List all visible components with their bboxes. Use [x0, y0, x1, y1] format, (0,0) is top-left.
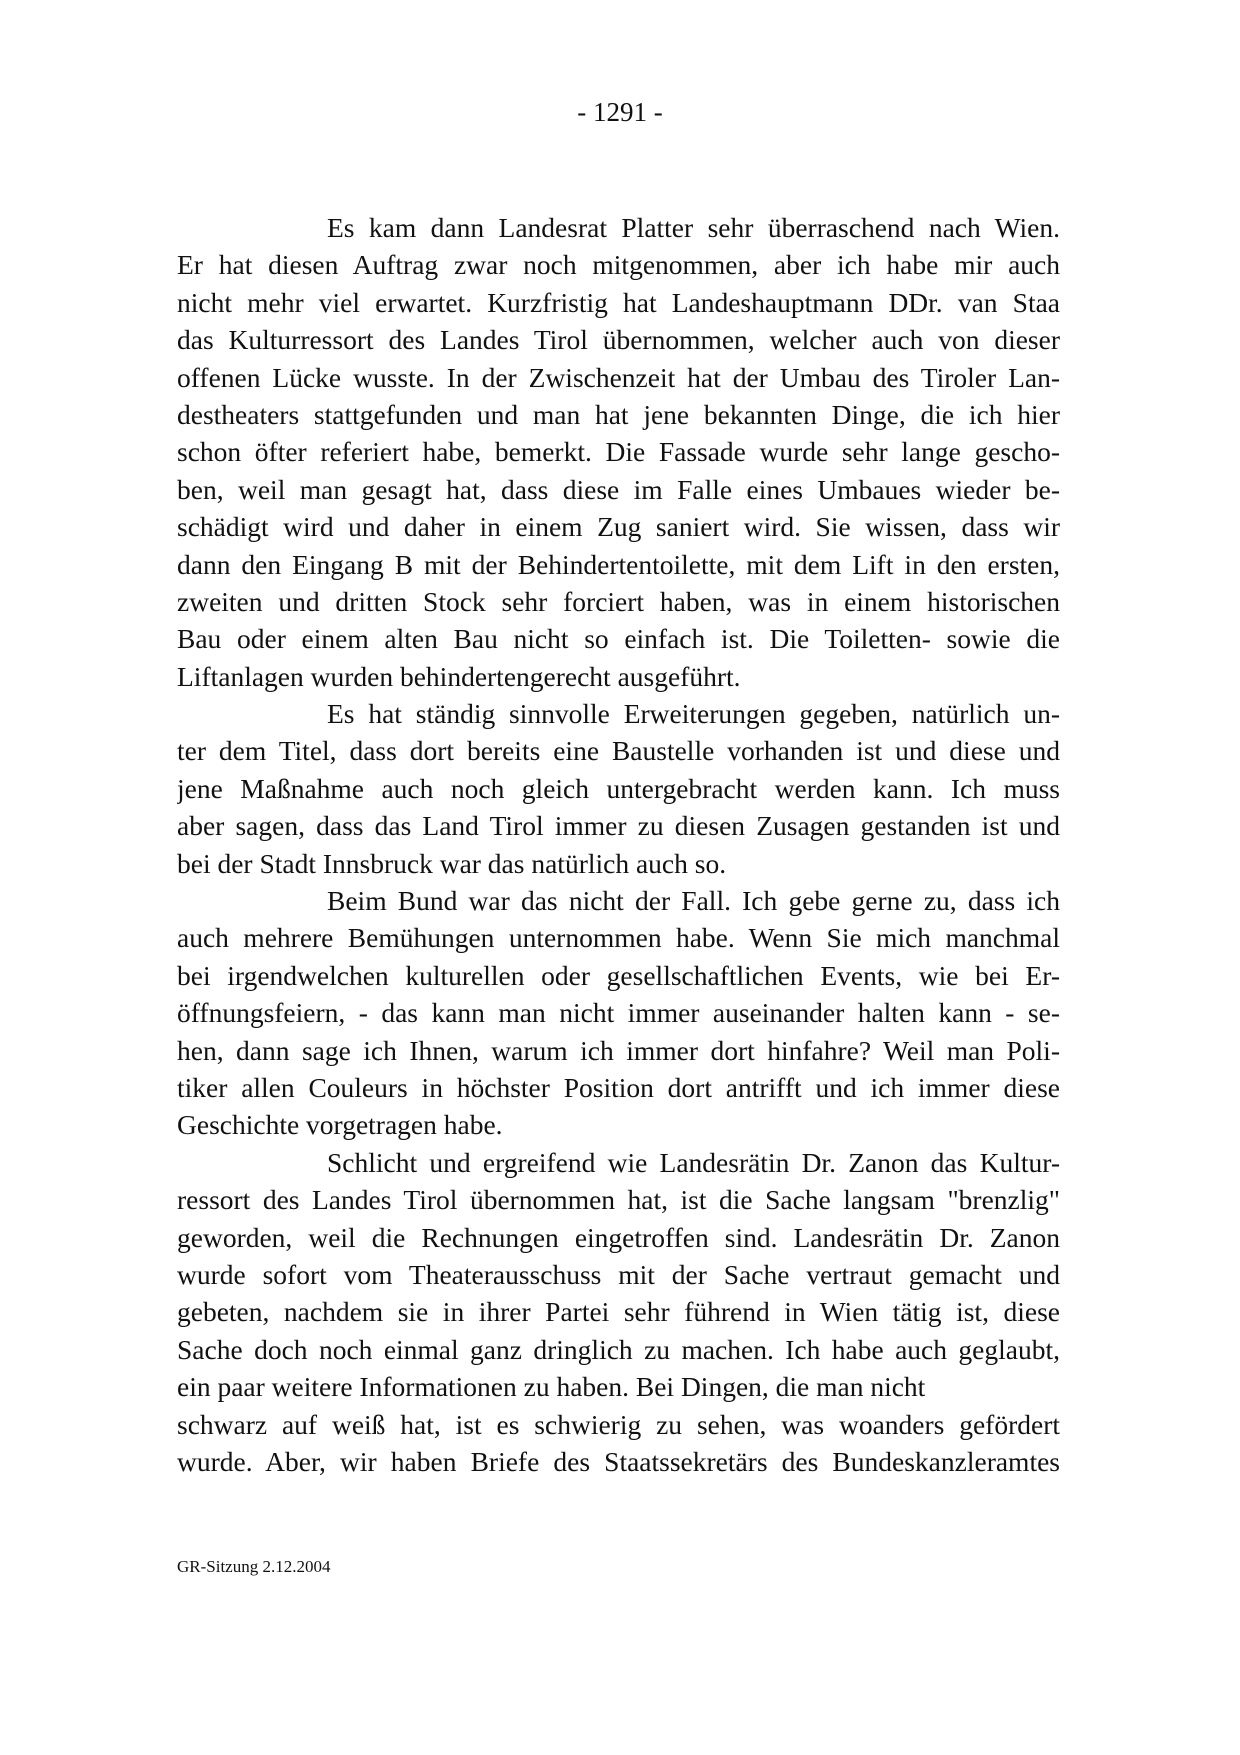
text-line: schon öfter referiert habe, bemerkt. Die Fassade wurde sehr lange gescho-: [177, 436, 1060, 468]
text-line: öffnungsfeiern, - das kann man nicht immer auseinander halten kann - se-: [177, 997, 1060, 1029]
text-line: hen, dann sage ich Ihnen, warum ich immer dort hinfahre? Weil man Poli-: [177, 1034, 1060, 1066]
text-line: schwarz auf weiß hat, ist es schwierig zu sehen, was woanders gefördert: [177, 1408, 1060, 1440]
text-line: nicht mehr viel erwartet. Kurzfristig hat Landeshauptmann DDr. van Staa: [177, 286, 1060, 318]
text-line: Liftanlagen wurden behindertengerecht ausgeführt.: [177, 660, 741, 692]
text-line: Schlicht und ergreifend wie Landesrätin Dr. Zanon das Kultur-: [327, 1146, 1060, 1178]
text-line: tiker allen Couleurs in höchster Position dort antrifft und ich immer diese: [177, 1071, 1060, 1103]
text-line: gebeten, nachdem sie in ihrer Partei sehr führend in Wien tätig ist, diese: [177, 1296, 1060, 1328]
text-line: geworden, weil die Rechnungen eingetroffen sind. Landesrätin Dr. Zanon: [177, 1221, 1060, 1253]
text-line: Es kam dann Landesrat Platter sehr überraschend nach Wien.: [327, 212, 1060, 243]
text-line: ter dem Titel, dass dort bereits eine Baustelle vorhanden ist und diese und: [177, 735, 1060, 767]
text-line: Es hat ständig sinnvolle Erweiterungen gegeben, natürlich un-: [327, 698, 1060, 730]
text-line: Sache doch noch einmal ganz dringlich zu machen. Ich habe auch geglaubt,: [177, 1333, 1060, 1365]
text-line: ressort des Landes Tirol übernommen hat, ist die Sache langsam "brenzlig": [177, 1184, 1060, 1216]
text-line: bei der Stadt Innsbruck war das natürlich auch so.: [177, 847, 727, 879]
text-line: Beim Bund war das nicht der Fall. Ich gebe gerne zu, dass ich: [327, 885, 1060, 917]
text-line: dann den Eingang B mit der Behindertentoilette, mit dem Lift in den ersten,: [177, 548, 1060, 580]
page-number: - 1291 -: [577, 97, 663, 127]
text-line: bei irgendwelchen kulturellen oder gesellschaftlichen Events, wie bei Er-: [177, 959, 1060, 991]
body-text: [177, 209, 1060, 1480]
text-line: ein paar weitere Informationen zu haben. Bei Dingen, die man nicht: [177, 1371, 926, 1403]
text-line: Bau oder einem alten Bau nicht so einfach ist. Die Toiletten- sowie die: [177, 623, 1060, 655]
text-line: offenen Lücke wusste. In der Zwischenzeit hat der Umbau des Tiroler Lan-: [177, 361, 1060, 393]
paragraph-1: [177, 209, 1060, 695]
text-line: schädigt wird und daher in einem Zug saniert wird. Sie wissen, dass wir: [177, 511, 1060, 543]
text-line: auch mehrere Bemühungen unternommen habe. Wenn Sie mich manchmal: [177, 922, 1060, 954]
text-line: das Kulturressort des Landes Tirol übernommen, welcher auch von dieser: [177, 324, 1060, 356]
text-line: destheaters stattgefunden und man hat jene bekannten Dinge, die ich hier: [177, 398, 1060, 430]
paragraph-3: [177, 882, 1060, 1144]
text-line: Geschichte vorgetragen habe.: [177, 1109, 503, 1141]
footer-session-date: GR-Sitzung 2.12.2004: [177, 1557, 331, 1576]
paragraph-4: [177, 1144, 1060, 1481]
paragraph-2: [177, 695, 1060, 882]
text-line: wurde sofort vom Theaterausschuss mit der Sache vertraut gemacht und: [177, 1258, 1060, 1290]
text-line: jene Maßnahme auch noch gleich untergebracht werden kann. Ich muss: [177, 772, 1060, 804]
text-line: aber sagen, dass das Land Tirol immer zu diesen Zusagen gestanden ist und: [177, 810, 1060, 842]
text-line: wurde. Aber, wir haben Briefe des Staatssekretärs des Bundeskanzleramtes: [177, 1445, 1060, 1477]
text-line: ben, weil man gesagt hat, dass diese im Falle eines Umbaues wieder be-: [177, 473, 1060, 505]
text-line: zweiten und dritten Stock sehr forciert haben, was in einem historischen: [177, 585, 1060, 617]
text-line: Er hat diesen Auftrag zwar noch mitgenommen, aber ich habe mir auch: [177, 249, 1060, 281]
